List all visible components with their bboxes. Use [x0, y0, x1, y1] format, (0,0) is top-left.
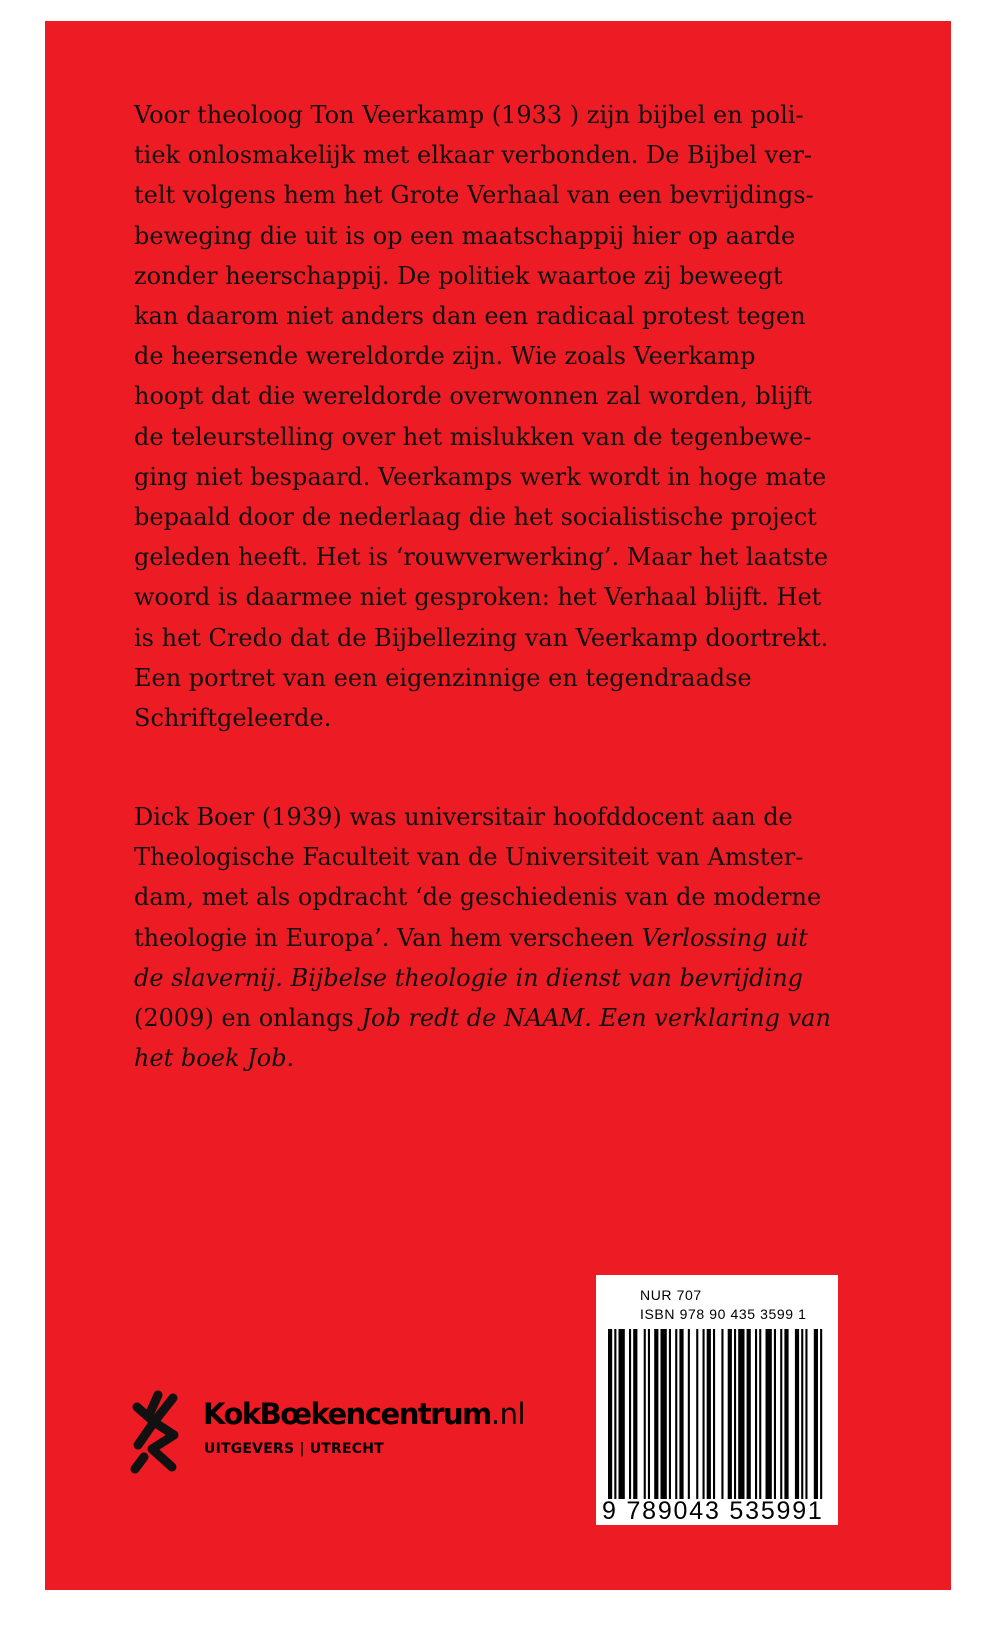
nur-code: NUR 707 [640, 1287, 702, 1303]
blurb-line: Een portret van een eigenzinnige en tegendraadse [134, 663, 752, 692]
bio-line: Theologische Faculteit van de Universiteit van Amster- [134, 843, 804, 872]
barcode-bar [619, 1329, 625, 1499]
bio-line: dam, met als opdracht ‘de geschiedenis van de moderne [134, 883, 822, 912]
blurb-line: beweging die uit is op een maatschappij hier op aarde [134, 221, 796, 250]
publisher-domain: .nl [490, 1397, 526, 1431]
barcode-bar [633, 1329, 637, 1499]
publisher-name [203, 1397, 525, 1431]
blurb-line: Schriftgeleerde. [134, 704, 332, 733]
blurb-line: hoopt dat die wereldorde overwonnen zal worden, blijft [134, 382, 812, 411]
book-title-italic: Job redt de NAAM. Een verklaring van [361, 1004, 831, 1033]
book-blurb [134, 95, 864, 738]
barcode-bar [738, 1329, 744, 1499]
barcode-bar [801, 1329, 803, 1499]
blurb-line: bepaald door de nederlaag die het socialistische project [134, 503, 817, 532]
barcode-bar [747, 1329, 751, 1499]
kok-boekencentrum-logo-icon [130, 1389, 188, 1475]
blurb-line: zonder heerschappij. De politiek waartoe zij beweegt [134, 261, 783, 290]
barcode-bar [661, 1329, 667, 1499]
barcode-bar [629, 1329, 631, 1499]
barcode-bar [679, 1329, 683, 1499]
barcode-bar [780, 1329, 782, 1499]
barcode-bar [713, 1329, 715, 1499]
blurb-line: de teleurstelling over het mislukken van de tegenbewe- [134, 422, 812, 451]
blurb-line: telt volgens hem het Grote Verhaal van een bevrijdings- [134, 181, 814, 210]
barcode-bar [644, 1329, 646, 1499]
blurb-line: kan daarom niet anders dan een radicaal protest tegen [134, 302, 806, 331]
barcode-bar [734, 1329, 736, 1499]
isbn-number: ISBN 978 90 435 3599 1 [640, 1306, 807, 1322]
barcode-bar [759, 1329, 761, 1499]
book-title-italic: het boek Job. [134, 1044, 295, 1073]
publisher-logo [130, 1389, 550, 1479]
blurb-line: geleden heeft. Het is ‘rouwverwerking’. Maar het laatste [134, 543, 829, 572]
barcode-bar [669, 1329, 671, 1499]
barcode-bar [675, 1329, 677, 1499]
barcode-bar [608, 1329, 612, 1499]
barcode-bar [784, 1329, 788, 1499]
barcode-bar [703, 1329, 705, 1499]
barcode-bar [654, 1329, 658, 1499]
author-bio [134, 797, 864, 1078]
bio-line [134, 1038, 864, 1078]
barcode-bar [766, 1329, 772, 1499]
blurb-line: woord is daarmee niet gesproken: het Verhaal blijft. Het [134, 583, 822, 612]
bio-text: (2009) en onlangs [134, 1004, 362, 1033]
blurb-line: de heersende wereldorde zijn. Wie zoals Veerkamp [134, 342, 756, 371]
barcode-bar [688, 1329, 690, 1499]
book-title-italic: Verlossing uit [641, 923, 808, 952]
barcode-bar [820, 1329, 822, 1499]
barcode-bar [795, 1329, 799, 1499]
bio-line [134, 918, 864, 958]
publisher-brand: KokBœkencentrum [203, 1397, 491, 1431]
bio-text: theologie in Europa’. Van hem verscheen [134, 923, 642, 952]
barcode-digits: 9 789043 535991 [602, 1497, 824, 1525]
publisher-tagline: UITGEVERS | UTRECHT [204, 1441, 384, 1457]
barcode-bar [814, 1329, 818, 1499]
isbn-barcode [596, 1275, 838, 1525]
bio-line [134, 998, 864, 1038]
barcode-bar [707, 1329, 711, 1499]
blurb-line: Voor theoloog Ton Veerkamp (1933 ) zijn bijbel en poli- [134, 101, 804, 129]
book-title-italic: de slavernij. Bijbelse theologie in dienst van bevrijding [134, 963, 804, 992]
bio-line: Dick Boer (1939) was universitair hoofddocent aan de [134, 803, 793, 831]
back-cover [45, 21, 951, 1590]
barcode-bar [728, 1329, 732, 1499]
blurb-line: ging niet bespaard. Veerkamps werk wordt in hoge mate [134, 462, 827, 491]
barcode-bar [614, 1329, 616, 1499]
barcode-bar [648, 1329, 650, 1499]
blurb-line: is het Credo dat de Bijbellezing van Veerkamp doortrekt. [134, 623, 829, 652]
barcode-bar [755, 1329, 757, 1499]
barcode-bar [696, 1329, 698, 1499]
barcode-bar [774, 1329, 776, 1499]
barcode-bar [805, 1329, 807, 1499]
barcode-bars [608, 1329, 828, 1499]
barcode-bar [721, 1329, 723, 1499]
bio-line [134, 958, 864, 998]
blurb-line: tiek onlosmakelijk met elkaar verbonden. De Bijbel ver- [134, 141, 813, 170]
